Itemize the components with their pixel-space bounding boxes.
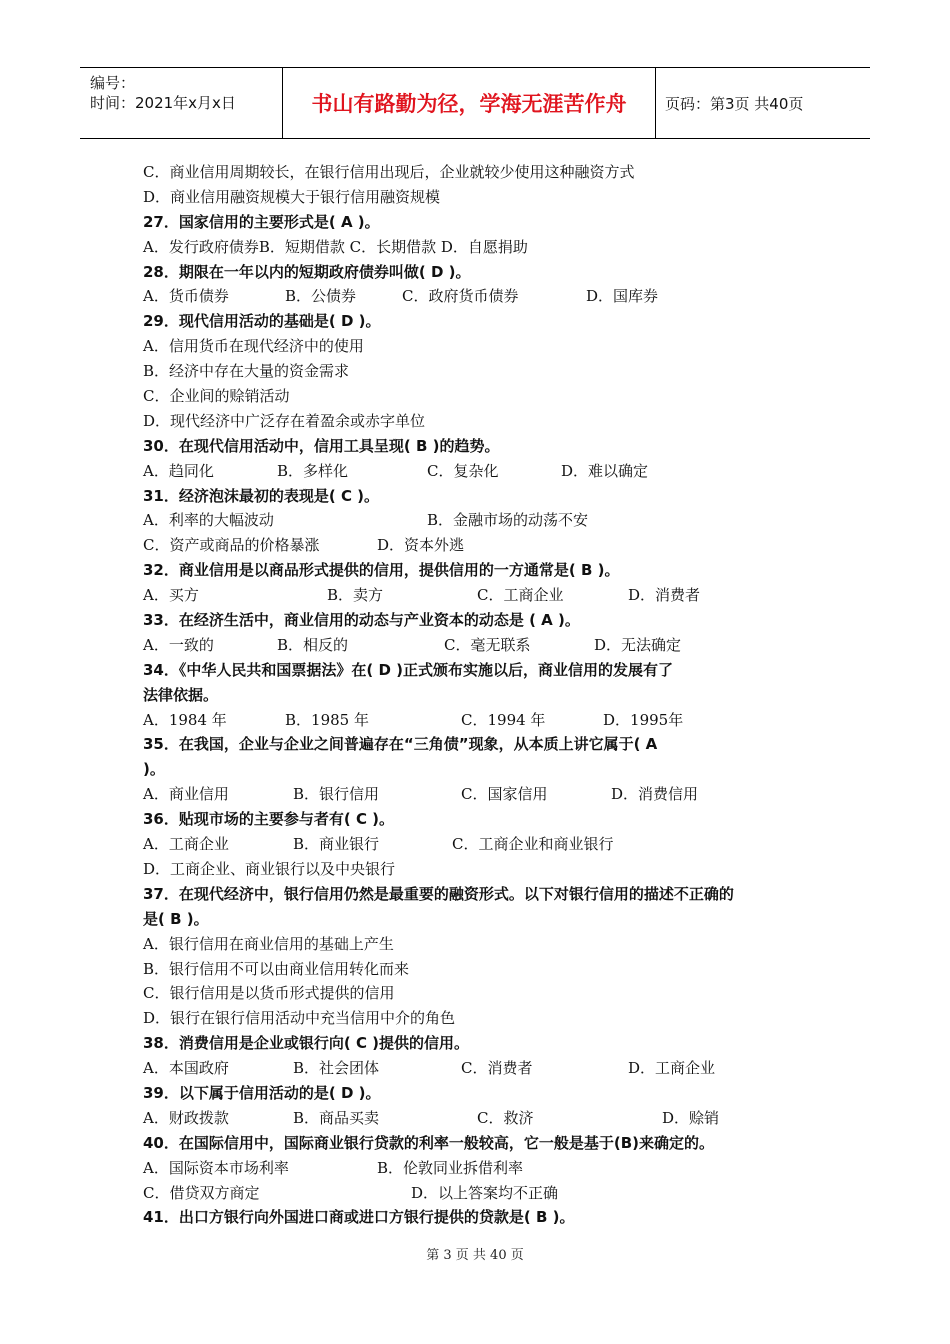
- option-line: [143, 633, 823, 658]
- question-line: 38．消费信用是企业或银行向( C )提供的信用。: [143, 1034, 470, 1053]
- option-text: A．本国政府: [143, 1059, 229, 1078]
- option-text: C．工商企业: [477, 586, 564, 605]
- option-text: B．社会团体: [293, 1059, 380, 1078]
- page-header: [80, 67, 870, 139]
- option-text: A．货币债券: [143, 287, 229, 306]
- option-line: [143, 1106, 823, 1131]
- question-line: 法律依据。: [143, 685, 219, 704]
- question-line: 是( B )。: [143, 909, 209, 928]
- option-line: [143, 1006, 823, 1031]
- option-text: A．利率的大幅波动: [143, 511, 274, 530]
- option-text: C．消费者: [461, 1059, 533, 1078]
- option-text: D．工商企业、商业银行以及中央银行: [143, 859, 396, 878]
- option-text: D．现代经济中广泛存在着盈余或赤字单位: [143, 411, 426, 430]
- option-text: B．经济中存在大量的资金需求: [143, 362, 350, 381]
- option-line: [143, 160, 823, 185]
- question-line: 40．在国际信用中，国际商业银行贷款的利率一般较高，它一般是基于(B)来确定的。: [143, 1133, 715, 1152]
- question-line: 30．在现代信用活动中，信用工具呈现( B )的趋势。: [143, 436, 500, 455]
- question-line: 31．经济泡沫最初的表现是( C )。: [143, 486, 380, 505]
- option-text: D．资本外逃: [377, 536, 465, 555]
- option-text: C．毫无联系: [444, 635, 531, 654]
- option-text: C．工商企业和商业银行: [452, 835, 614, 854]
- option-line: [143, 334, 823, 359]
- option-text: B．卖方: [327, 586, 384, 605]
- option-text: C．1994 年: [461, 710, 546, 729]
- question-line: 37．在现代经济中，银行信用仍然是最重要的融资形式。以下对银行信用的描述不正确的: [143, 884, 734, 903]
- option-text: D．消费信用: [611, 785, 699, 804]
- option-text: C．政府货币债券: [402, 287, 519, 306]
- header-page-info: 页码：第3页 共40页: [665, 94, 804, 113]
- option-text: A．一致的: [143, 635, 214, 654]
- option-line: [143, 235, 823, 260]
- option-text: A．买方: [143, 586, 199, 605]
- option-text: A．信用货币在现代经济中的使用: [143, 337, 364, 356]
- option-text: B．商业银行: [293, 835, 380, 854]
- question-line: 39．以下属于信用活动的是( D )。: [143, 1083, 381, 1102]
- option-text: B．1985 年: [285, 710, 369, 729]
- option-text: D．商业信用融资规模大于银行信用融资规模: [143, 187, 441, 206]
- option-line: [143, 857, 823, 882]
- header-motto: 书山有路勤为径，学海无涯苦作舟: [282, 68, 656, 138]
- option-line: [143, 508, 823, 533]
- option-line: [143, 1056, 823, 1081]
- option-text: C．银行信用是以货币形式提供的信用: [143, 984, 395, 1003]
- option-text: D．消费者: [628, 586, 701, 605]
- question-line: 34．《中华人民共和国票据法》在( D )正式颁布实施以后，商业信用的发展有了: [143, 660, 673, 679]
- option-text: D．无法确定: [594, 635, 682, 654]
- option-line: [143, 409, 823, 434]
- option-text: A．商业信用: [143, 785, 229, 804]
- option-line: [143, 1156, 823, 1181]
- option-text: D．银行在银行信用活动中充当信用中介的角色: [143, 1009, 456, 1028]
- option-text: C．救济: [477, 1108, 534, 1127]
- question-line: )。: [143, 760, 165, 779]
- option-line: [143, 185, 823, 210]
- option-text: B．金融市场的动荡不安: [427, 511, 589, 530]
- question-line: 27．国家信用的主要形式是( A )。: [143, 212, 380, 231]
- option-line: [143, 459, 823, 484]
- option-text: C．企业间的赊销活动: [143, 387, 290, 406]
- question-content: [143, 160, 823, 1230]
- option-text: C．借贷双方商定: [143, 1183, 260, 1202]
- option-line: [143, 384, 823, 409]
- option-text: A．国际资本市场利率: [143, 1158, 289, 1177]
- option-line: [143, 533, 823, 558]
- option-text: C．复杂化: [427, 461, 499, 480]
- option-text: B．相反的: [277, 635, 349, 654]
- option-text: A．财政拨款: [143, 1108, 229, 1127]
- option-text: D．以上答案均不正确: [411, 1183, 559, 1202]
- option-text: A．1984 年: [143, 710, 227, 729]
- option-text: B．多样化: [277, 461, 349, 480]
- question-line: 36．贴现市场的主要参与者有( C )。: [143, 810, 395, 829]
- option-text: B．公债券: [285, 287, 357, 306]
- option-text: A．银行信用在商业信用的基础上产生: [143, 934, 394, 953]
- option-text: D．国库券: [586, 287, 659, 306]
- option-line: [143, 782, 823, 807]
- question-line: 28．期限在一年以内的短期政府债券叫做( D )。: [143, 262, 471, 281]
- option-line: [143, 957, 823, 982]
- option-line: [143, 832, 823, 857]
- question-line: 41．出口方银行向外国进口商或进口方银行提供的贷款是( B )。: [143, 1208, 575, 1227]
- option-text: B．伦敦同业拆借利率: [377, 1158, 524, 1177]
- doc-date-label: 时间：2021年x月x日: [90, 94, 236, 112]
- question-line: 29．现代信用活动的基础是( D )。: [143, 312, 381, 331]
- option-line: [143, 932, 823, 957]
- option-line: [143, 284, 823, 309]
- page-footer: 第 3 页 共 40 页: [426, 1248, 524, 1263]
- option-text: A．发行政府债券B．短期借款 C．长期借款 D．自愿捐助: [143, 237, 528, 256]
- option-text: D．1995年: [603, 710, 684, 729]
- option-line: [143, 583, 823, 608]
- option-text: A．工商企业: [143, 835, 229, 854]
- option-line: [143, 1181, 823, 1206]
- doc-number-label: 编号：: [90, 74, 136, 92]
- option-text: D．赊销: [662, 1108, 720, 1127]
- option-text: B．银行信用: [293, 785, 380, 804]
- option-text: D．工商企业: [628, 1059, 716, 1078]
- question-line: 35．在我国，企业与企业之间普遍存在“三角债”现象，从本质上讲它属于( A: [143, 735, 658, 754]
- option-line: [143, 359, 823, 384]
- header-meta: [80, 68, 282, 138]
- option-text: B．银行信用不可以由商业信用转化而来: [143, 959, 410, 978]
- question-line: 33．在经济生活中，商业信用的动态与产业资本的动态是 ( A )。: [143, 611, 580, 630]
- option-line: [143, 708, 823, 733]
- option-text: C．资产或商品的价格暴涨: [143, 536, 320, 555]
- option-text: C．国家信用: [461, 785, 548, 804]
- option-text: B．商品买卖: [293, 1108, 380, 1127]
- option-text: C．商业信用周期较长，在银行信用出现后，企业就较少使用这种融资方式: [143, 163, 635, 181]
- option-line: [143, 981, 823, 1006]
- option-text: A．趋同化: [143, 461, 214, 480]
- question-line: 32．商业信用是以商品形式提供的信用，提供信用的一方通常是( B )。: [143, 561, 620, 580]
- option-text: D．难以确定: [561, 461, 649, 480]
